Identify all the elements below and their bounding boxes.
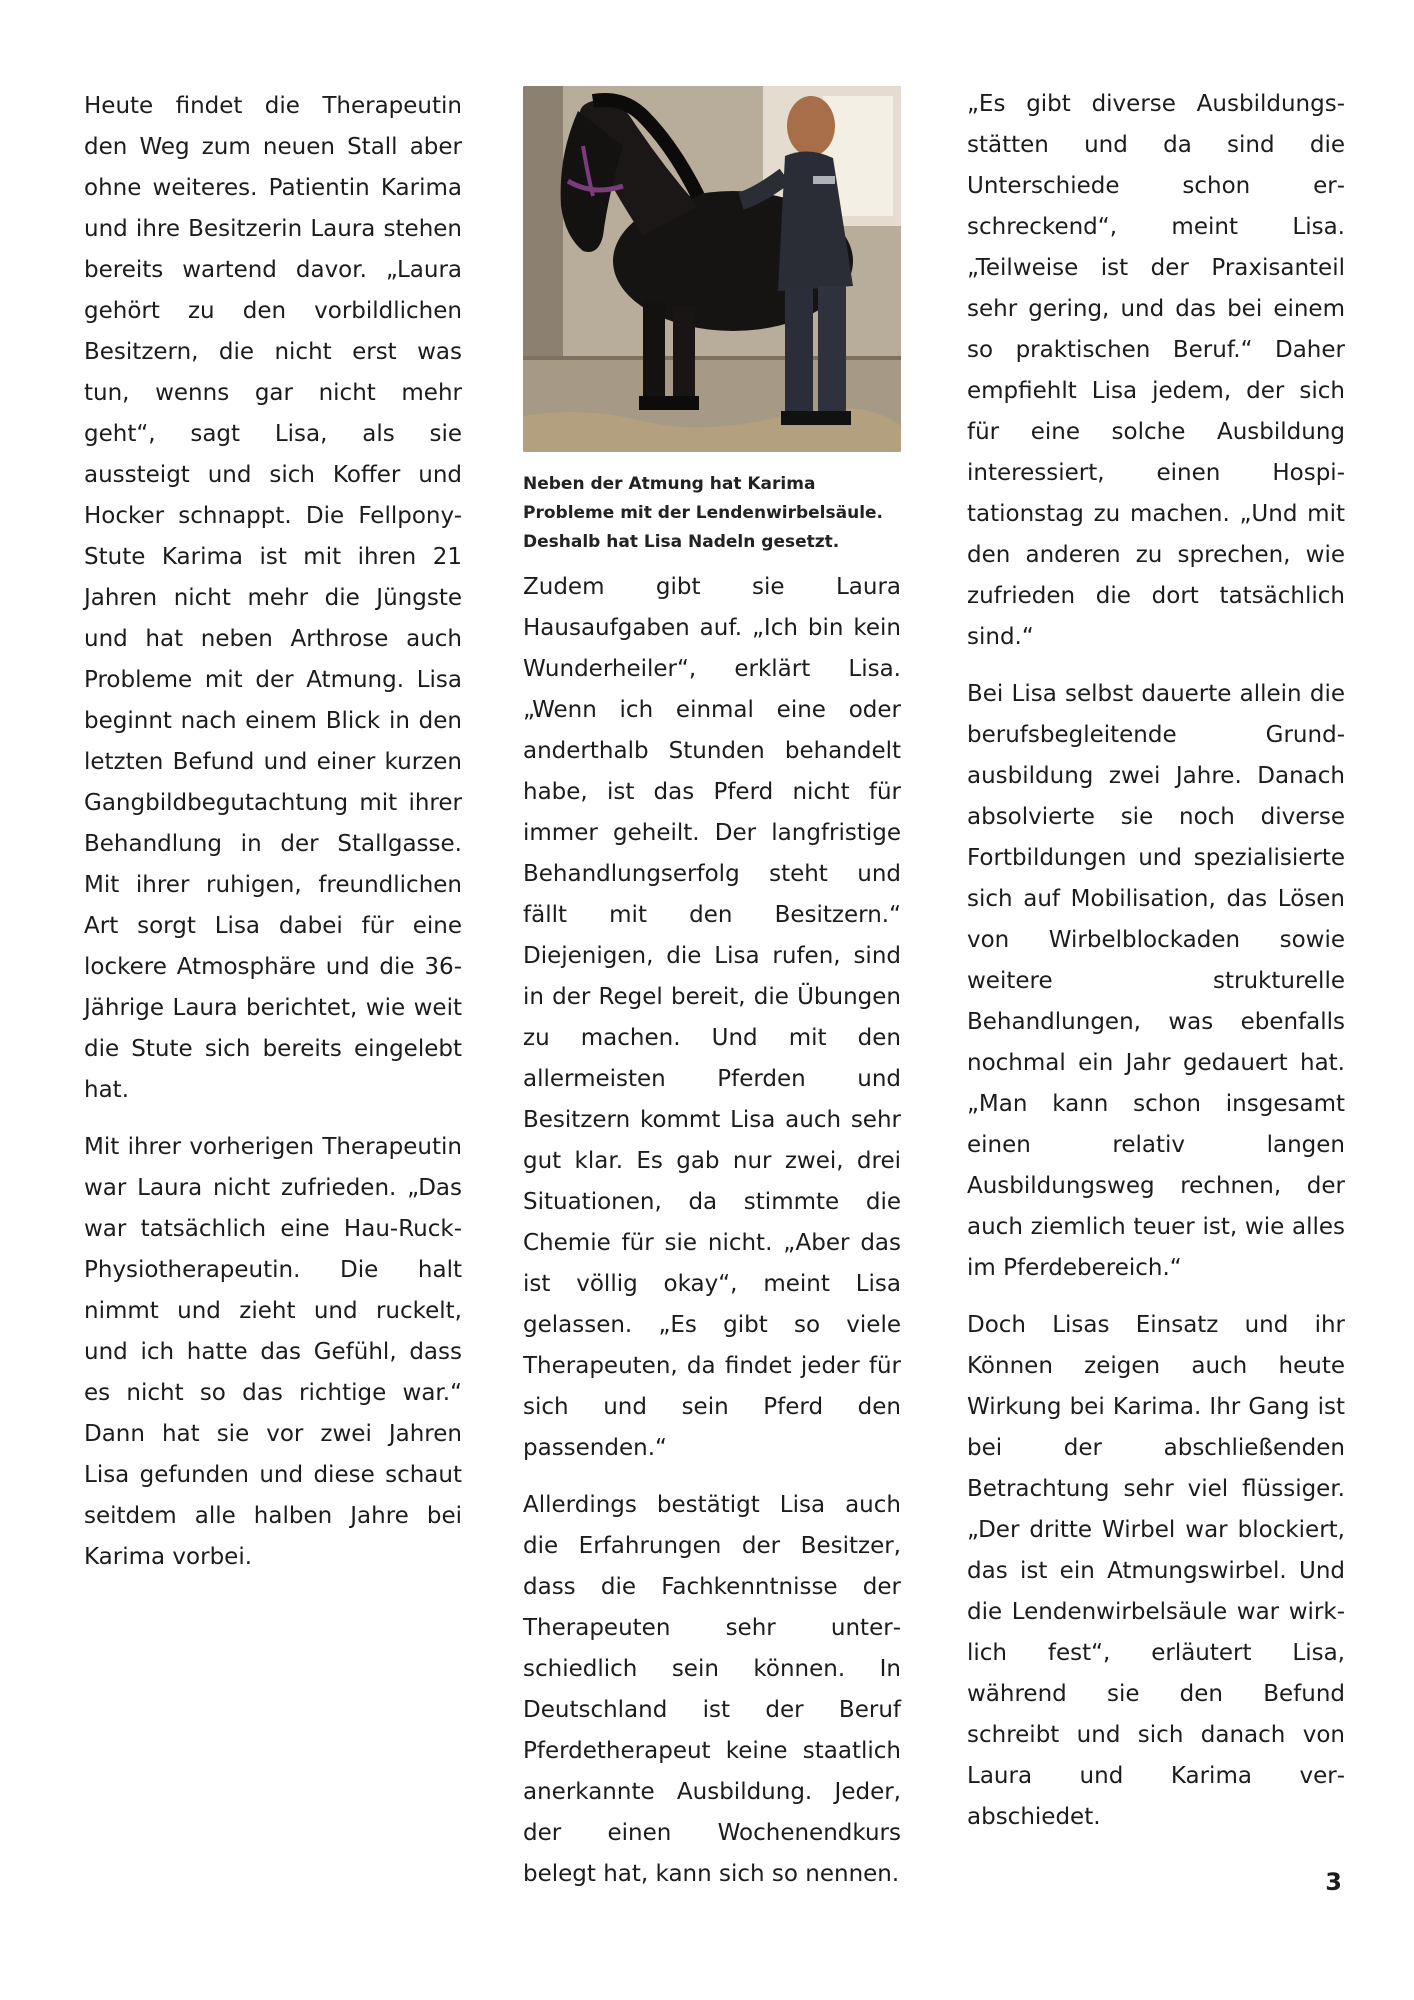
paragraph: Zudem gibt sie Laura Hausaufgaben auf. „Ich bin kein Wunderheiler“, erklärt Lisa. „Wenn ich einmal eine oder anderthalb Stunden behandelt habe, ist das Pferd nicht für immer geheilt. Der langfristige Behandlungserfolg steht und fällt mit den Besitzern.“ Diejenigen, die Lisa rufen, sind in der Regel bereit, die Übungen zu machen. Und mit den allermeisten Pferden und Besitzern kommt Lisa auch sehr gut klar. Es gab nur zwei, drei Situationen, da stimmte die Chemie für sie nicht. „Aber das ist völlig okay“, meint Lisa gelassen. „Es gibt so viele Therapeuten, da findet jeder für sich und sein Pferd den passenden.“ (523, 574, 901, 1461)
photo-caption: Neben der Atmung hat Karima Probleme mit der Lendenwirbelsäule. Deshalb hat Lisa Nadeln gesetzt. (523, 474, 884, 552)
page-number: 3 (1325, 1868, 1342, 1896)
left-column (84, 86, 462, 1594)
stable-scene-illustration (523, 86, 901, 452)
horse-treatment-photo (523, 86, 901, 452)
right-column (967, 84, 1345, 1854)
paragraph: „Es gibt diverse Ausbildungsstätten und da sind die Unterschiede schon erschreckend“, meint Lisa. „Teilweise ist der Praxisanteil sehr gering, und das bei einem so praktischen Beruf.“ Daher empfiehlt Lisa jedem, der sich für eine solche Ausbildung interessiert, einen Hospitationstag zu machen. „Und mit den anderen zu sprechen, wie zufrieden die dort tatsächlich sind.“ (967, 91, 1345, 650)
paragraph: Bei Lisa selbst dauerte allein die berufsbegleitende Grundausbildung zwei Jahre. Danach absolvierte sie noch diverse Fortbildungen und spezialisierte sich auf Mobilisation, das Lösen von Wirbelblockaden sowie weitere strukturelle Behandlungen, was ebenfalls nochmal ein Jahr gedauert hat. „Man kann schon insgesamt einen relativ langen Ausbildungsweg rechnen, der auch ziemlich teuer ist, wie alles im Pferdebereich.“ (967, 681, 1345, 1281)
middle-column (523, 86, 901, 1911)
paragraph: Allerdings bestätigt Lisa auch die Erfahrungen der Besitzer, dass die Fachkenntnisse der Therapeuten sehr unterschiedlich sein können. In Deutschland ist der Beruf Pferdetherapeut keine staatlich anerkannte Ausbildung. Jeder, der einen Wochenendkurs belegt hat, kann sich so nennen. (523, 1492, 901, 1887)
paragraph: Doch Lisas Einsatz und ihr Können zeigen auch heute Wirkung bei Karima. Ihr Gang ist bei der abschließenden Betrachtung sehr viel flüssiger. „Der dritte Wirbel war blockiert, das ist ein Atmungswirbel. Und die Lendenwirbelsäule war wirklich fest“, erläutert Lisa, während sie den Befund schreibt und sich danach von Laura und Karima verabschiedet. (967, 1312, 1345, 1830)
paragraph: Heute findet die Therapeutin den Weg zum neuen Stall aber ohne weiteres. Patientin Karima und ihre Besitzerin Laura stehen bereits wartend davor. „Laura gehört zu den vorbildlichen Besitzern, die nicht erst was tun, wenns gar nicht mehr geht“, sagt Lisa, als sie aussteigt und sich Koffer und Hocker schnappt. Die Fellpony-Stute Karima ist mit ihren 21 Jahren nicht mehr die Jüngste und hat neben Arthrose auch Probleme mit der Atmung. Lisa beginnt nach einem Blick in den letzten Befund und einer kurzen Gangbildbegutachtung mit ihrer Behandlung in der Stallgasse. Mit ihrer ruhigen, freundlichen Art sorgt Lisa dabei für eine lockere Atmosphäre und die 36-Jährige Laura berichtet, wie weit die Stute sich bereits eingelebt hat. (84, 93, 462, 1103)
paragraph: Mit ihrer vorherigen Therapeutin war Laura nicht zufrieden. „Das war tatsächlich eine Hau-Ruck-Physiotherapeutin. Die halt nimmt und zieht und ruckelt, und ich hatte das Gefühl, dass es nicht so das richtige war.“ Dann hat sie vor zwei Jahren Lisa gefunden und diese schaut seitdem alle halben Jahre bei Karima vorbei. (84, 1134, 462, 1570)
